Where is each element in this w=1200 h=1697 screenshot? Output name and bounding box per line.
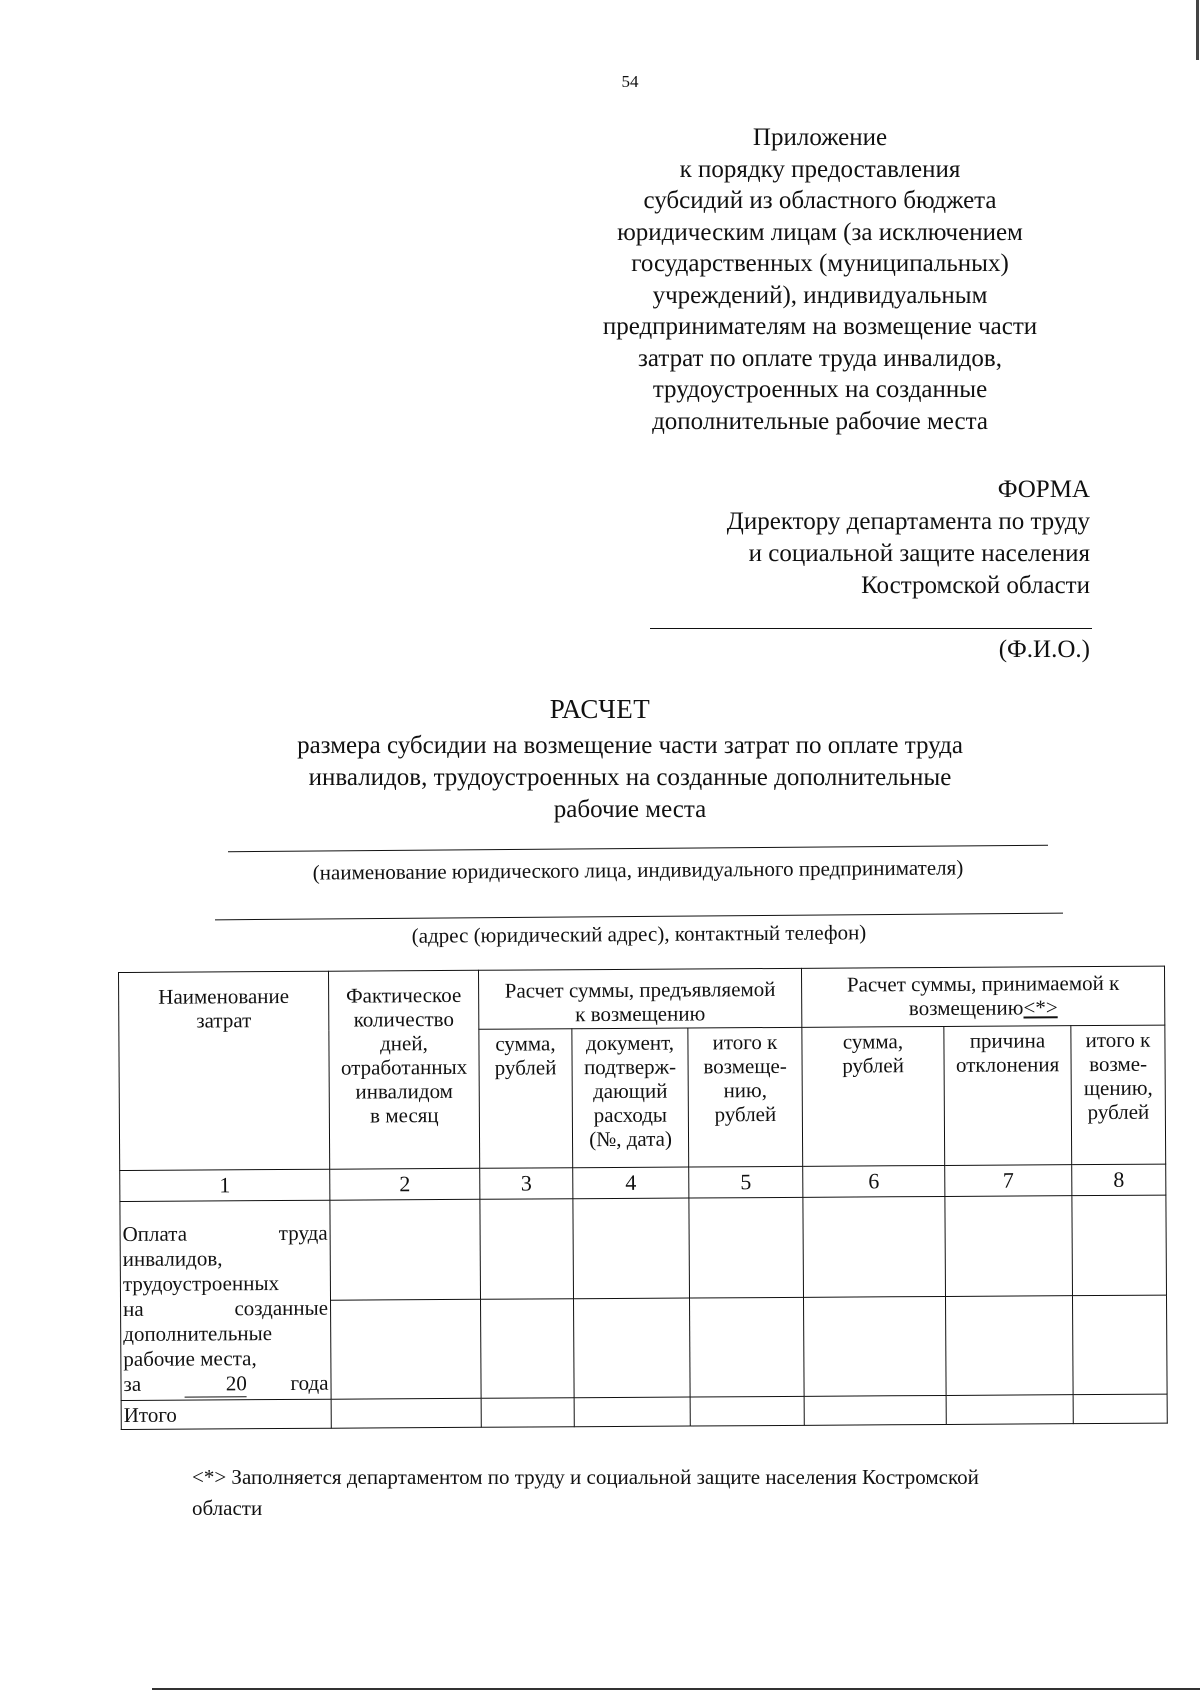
description-line <box>123 1371 328 1398</box>
table-cell[interactable] <box>573 1198 690 1298</box>
header-text: Фактическое <box>345 982 462 1008</box>
document-subtitle <box>230 730 1030 826</box>
description-line: рабочие места, <box>123 1346 257 1371</box>
table-cell[interactable] <box>481 1298 575 1398</box>
description-line: дополнительные <box>123 1321 273 1346</box>
table-cell[interactable] <box>481 1398 574 1428</box>
header-accepted-total <box>1071 1025 1166 1165</box>
organization-name-caption: (наименование юридического лица, индивидуального предпринимателя) <box>312 855 964 885</box>
appendix-heading <box>560 122 1080 437</box>
header-text: (№, дата) <box>589 1126 672 1152</box>
forma-label: ФОРМА <box>997 476 1090 503</box>
description-word: созданные <box>234 1295 329 1321</box>
description-word: труда <box>278 1220 328 1246</box>
addressee-line: и социальной защите населения <box>748 540 1090 567</box>
header-text: расходы <box>593 1102 668 1128</box>
header-text: рублей <box>1087 1099 1150 1125</box>
header-claimed-document <box>572 1028 689 1168</box>
scan-edge-mark <box>1196 0 1199 60</box>
description-line: трудоустроенных <box>122 1271 280 1296</box>
addressee-line: Директору департамента по труду <box>726 508 1090 535</box>
organization-name-line[interactable] <box>228 845 1048 852</box>
table-cell[interactable] <box>480 1199 574 1299</box>
appendix-line: юридическим лицам (за исключением <box>617 218 1023 246</box>
header-text: Расчет суммы, предъявляемой <box>504 976 776 1003</box>
total-row <box>121 1394 1167 1429</box>
description-word: Оплата <box>122 1221 188 1246</box>
subtitle-line: инвалидов, трудоустроенных на созданные дополнительные <box>308 764 952 791</box>
page-number: 54 <box>621 72 639 91</box>
footnote-line: <*> Заполняется департаментом по труду и социальной защите населения Костромской <box>192 1465 979 1489</box>
description-line <box>123 1221 328 1247</box>
addressee-block <box>530 474 1090 602</box>
table-cell[interactable] <box>1073 1295 1168 1395</box>
header-accepted-sum <box>802 1026 945 1166</box>
header-text: количество <box>353 1006 454 1032</box>
header-text: возме- <box>1089 1051 1148 1077</box>
period-year: 20 <box>225 1371 247 1396</box>
header-text: в месяц <box>370 1103 439 1128</box>
header-text: нию, <box>723 1078 768 1103</box>
header-text: сумма, <box>495 1031 556 1056</box>
period-suffix: года <box>290 1370 329 1395</box>
header-text: рублей <box>714 1101 777 1127</box>
header-accepted-reason <box>944 1026 1072 1166</box>
column-number: 1 <box>120 1169 330 1201</box>
header-text: подтверж- <box>583 1054 677 1080</box>
fio-input-line[interactable] <box>650 628 1092 629</box>
table-cell[interactable] <box>946 1295 1074 1395</box>
calculation-table-wrapper <box>118 966 1167 1430</box>
header-text: дающий <box>592 1078 668 1104</box>
header-text: возмеще- <box>703 1053 787 1079</box>
appendix-line: затрат по оплате труда инвалидов, <box>638 344 1002 372</box>
period-year-field[interactable] <box>185 1371 247 1397</box>
appendix-line: предпринимателям на возмещение части <box>602 313 1038 340</box>
subtitle-line: рабочие места <box>553 796 707 823</box>
table-cell[interactable] <box>574 1298 691 1398</box>
total-label: Итого <box>121 1399 331 1429</box>
table-cell[interactable] <box>804 1296 947 1396</box>
header-claimed-sum <box>479 1029 573 1169</box>
table-cell[interactable] <box>946 1395 1073 1425</box>
header-text: отклонения <box>955 1052 1060 1077</box>
header-text: Расчет суммы, принимаемой к <box>846 970 1120 997</box>
address-phone-caption: (адрес (юридический адрес), контактный телефон) <box>411 920 867 948</box>
header-text: причина <box>969 1028 1046 1053</box>
header-text: дней, <box>379 1031 428 1056</box>
appendix-line: субсидий из областного бюджета <box>643 187 997 214</box>
cost-item-description <box>120 1200 331 1400</box>
period-prefix: за <box>123 1371 142 1396</box>
footnote-marker: <*> <box>1023 995 1058 1020</box>
appendix-line: трудоустроенных на созданные <box>652 376 988 403</box>
header-text: к возмещению <box>575 1001 706 1027</box>
column-number: 8 <box>1072 1164 1166 1196</box>
column-number: 3 <box>480 1168 573 1200</box>
header-text: отработанных <box>340 1054 468 1080</box>
header-accepted-group <box>802 966 1165 1027</box>
header-text: документ, <box>585 1030 675 1056</box>
document-title: РАСЧЕТ <box>549 694 651 724</box>
table-cell[interactable] <box>574 1397 690 1427</box>
header-text: итого к <box>712 1029 778 1055</box>
description-line: инвалидов, <box>122 1246 223 1271</box>
table-cell[interactable] <box>1072 1195 1167 1295</box>
table-cell[interactable] <box>690 1396 804 1426</box>
column-number: 5 <box>689 1166 803 1198</box>
header-claimed-group <box>478 968 801 1029</box>
column-number: 7 <box>945 1165 1072 1197</box>
header-days-worked <box>328 970 479 1169</box>
header-cost-name <box>119 971 330 1170</box>
table-cell[interactable] <box>804 1395 946 1425</box>
table-cell[interactable] <box>689 1197 804 1297</box>
header-claimed-total <box>688 1027 803 1167</box>
description-word: на <box>122 1296 144 1321</box>
subtitle-line: размера субсидии на возмещение части затрат по оплате труда <box>297 732 963 759</box>
table-row <box>120 1195 1167 1301</box>
header-row-1 <box>119 966 1165 1031</box>
footnote-line: области <box>192 1496 263 1520</box>
header-text: инвалидом <box>355 1078 454 1104</box>
header-text: Наименование <box>158 983 290 1009</box>
table-cell[interactable] <box>331 1398 481 1428</box>
appendix-line: дополнительные рабочие места <box>652 407 988 435</box>
header-text: сумма, <box>842 1029 904 1054</box>
calculation-table <box>118 966 1168 1430</box>
description-line <box>123 1296 328 1322</box>
table-cell[interactable] <box>945 1196 1073 1296</box>
header-text: рублей <box>494 1055 557 1080</box>
column-number: 2 <box>330 1168 480 1200</box>
addressee-line: Костромской области <box>861 572 1090 599</box>
header-text <box>804 995 1162 1021</box>
table-cell[interactable] <box>689 1297 804 1397</box>
header-text: итого к <box>1085 1027 1151 1053</box>
column-number: 4 <box>573 1167 689 1199</box>
header-text: щению, <box>1083 1075 1153 1101</box>
appendix-line: к порядку предоставления <box>679 155 961 183</box>
footnote <box>192 1462 1112 1524</box>
appendix-line: учреждений), индивидуальным <box>652 281 988 309</box>
appendix-line: Приложение <box>752 124 888 151</box>
header-text: рублей <box>842 1053 905 1078</box>
header-text: затрат <box>196 1008 252 1033</box>
table-cell[interactable] <box>1073 1394 1167 1424</box>
table-cell[interactable] <box>331 1299 482 1399</box>
page-bottom-rule <box>152 1688 1200 1690</box>
column-number: 6 <box>803 1165 945 1197</box>
table-cell[interactable] <box>803 1196 946 1296</box>
header-text: возмещению <box>908 995 1024 1021</box>
table-cell[interactable] <box>330 1199 481 1299</box>
fio-caption: (Ф.И.О.) <box>998 636 1090 663</box>
appendix-line: государственных (муниципальных) <box>631 250 1009 277</box>
